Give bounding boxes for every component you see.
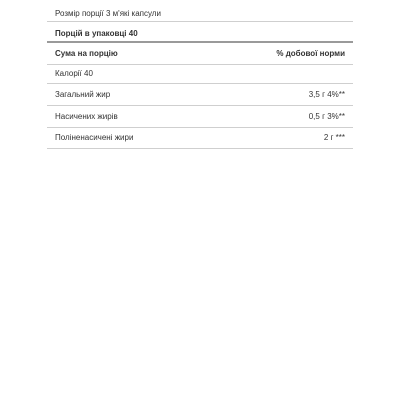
supplement-facts-table [47, 0, 353, 400]
nutrient-row [47, 128, 353, 149]
servings-per-container: Порцій в упаковці 40 [55, 29, 138, 38]
calories-row [47, 65, 353, 84]
nutrient-name: Насичених жирів [55, 112, 118, 121]
nutrient-row [47, 106, 353, 128]
nutrient-name: Поліненасичені жири [55, 133, 134, 142]
table-header-row [47, 43, 353, 65]
calories: Калорії 40 [55, 69, 93, 78]
daily-value-header: % добової норми [276, 49, 345, 58]
nutrient-value: 3,5 г 4%** [308, 90, 345, 99]
nutrient-row [47, 84, 353, 106]
nutrient-value: 2 г *** [323, 133, 345, 142]
servings-per-container-row [47, 22, 353, 43]
serving-size-row [47, 0, 353, 22]
amount-per-serving-header: Сума на порцію [55, 49, 118, 58]
nutrient-value: 0,5 г 3%** [308, 112, 345, 121]
nutrient-name: Загальний жир [55, 90, 111, 99]
serving-size: Розмір порції 3 м'які капсули [55, 9, 161, 18]
